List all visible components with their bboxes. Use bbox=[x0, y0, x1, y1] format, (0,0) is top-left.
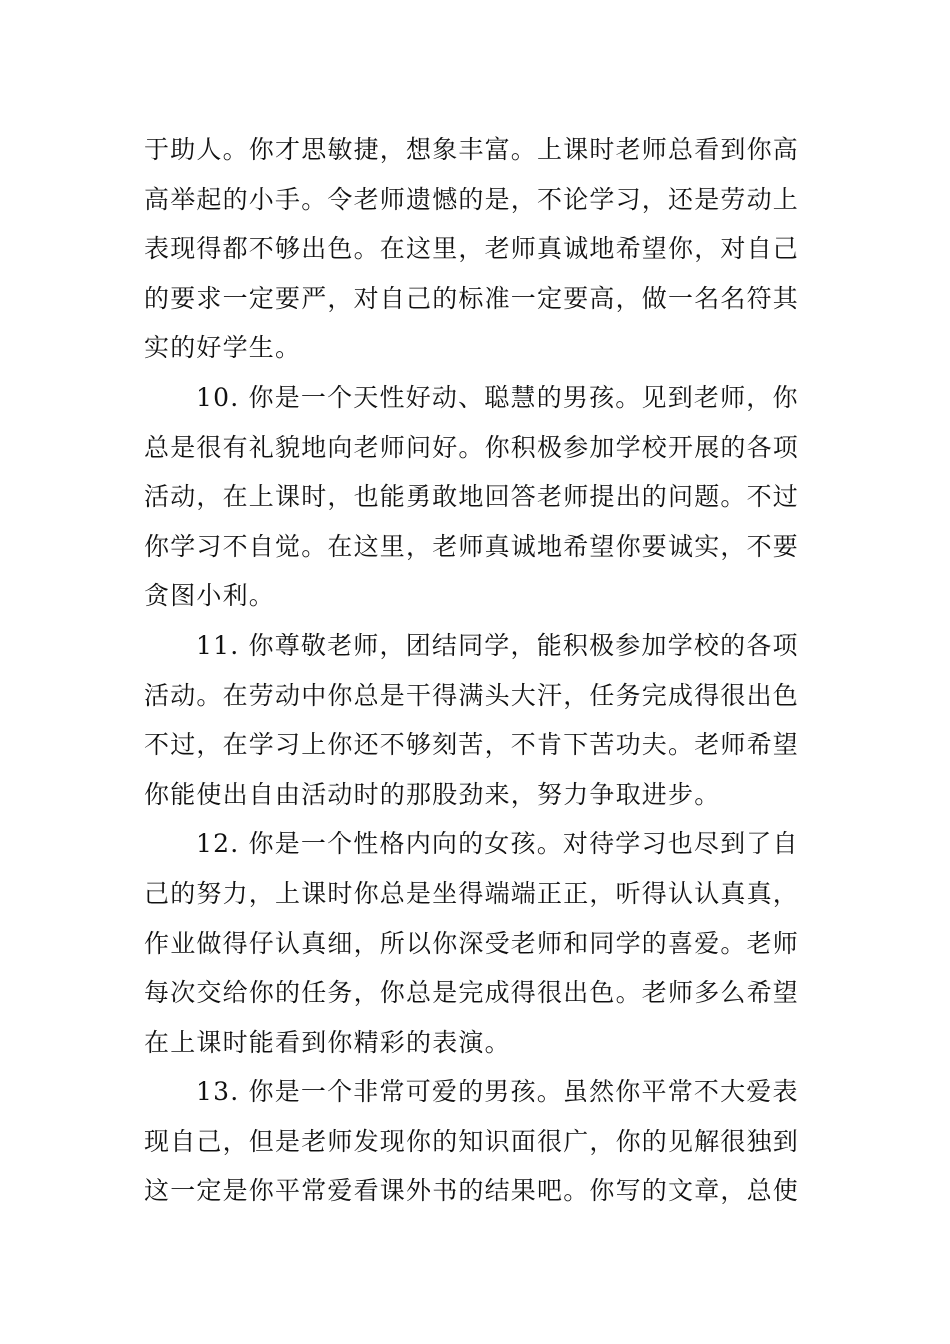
text-line: 你学习不自觉。在这里，老师真诚地希望你要诚实，不要 bbox=[144, 531, 800, 561]
text-line: 现自己，但是老师发现你的知识面很广，你的见解很独到 bbox=[144, 1126, 800, 1156]
text-line: 活动，在上课时，也能勇敢地回答老师提出的问题。不过 bbox=[144, 482, 800, 512]
paragraph-start-line: 10. 你是一个天性好动、聪慧的男孩。见到老师，你 bbox=[196, 382, 799, 412]
text-line: 高举起的小手。令老师遗憾的是，不论学习，还是劳动上 bbox=[144, 184, 800, 214]
text-line: 你能使出自由活动时的那股劲来，努力争取进步。 bbox=[144, 779, 721, 809]
text-line: 于助人。你才思敏捷，想象丰富。上课时老师总看到你高 bbox=[144, 135, 800, 164]
paragraph-start-line: 11. 你尊敬老师，团结同学，能积极参加学校的各项 bbox=[196, 630, 799, 660]
text-line: 己的努力，上课时你总是坐得端端正正，听得认认真真， bbox=[144, 878, 800, 908]
text-line: 贪图小利。 bbox=[144, 581, 276, 611]
text-line: 实的好学生。 bbox=[144, 333, 302, 363]
text-line: 表现得都不够出色。在这里，老师真诚地希望你，对自己 bbox=[144, 234, 800, 264]
paragraph-start-line: 12. 你是一个性格内向的女孩。对待学习也尽到了自 bbox=[196, 829, 799, 859]
comment-text-block bbox=[144, 125, 814, 1216]
text-line: 这一定是你平常爱看课外书的结果吧。你写的文章，总使 bbox=[144, 1176, 800, 1206]
text-line: 作业做得仔认真细，所以你深受老师和同学的喜爱。老师 bbox=[144, 928, 800, 958]
text-line: 在上课时能看到你精彩的表演。 bbox=[144, 1027, 511, 1057]
text-line: 活动。在劳动中你总是干得满头大汗，任务完成得很出色 bbox=[144, 680, 800, 710]
text-line: 总是很有礼貌地向老师问好。你积极参加学校开展的各项 bbox=[144, 432, 800, 462]
paragraph-start-line: 13. 你是一个非常可爱的男孩。虽然你平常不大爱表 bbox=[196, 1077, 799, 1107]
text-line: 每次交给你的任务，你总是完成得很出色。老师多么希望 bbox=[144, 978, 800, 1008]
text-line: 不过，在学习上你还不够刻苦，不肯下苦功夫。老师希望 bbox=[144, 730, 800, 760]
text-line: 的要求一定要严，对自己的标准一定要高，做一名名符其 bbox=[144, 283, 800, 313]
